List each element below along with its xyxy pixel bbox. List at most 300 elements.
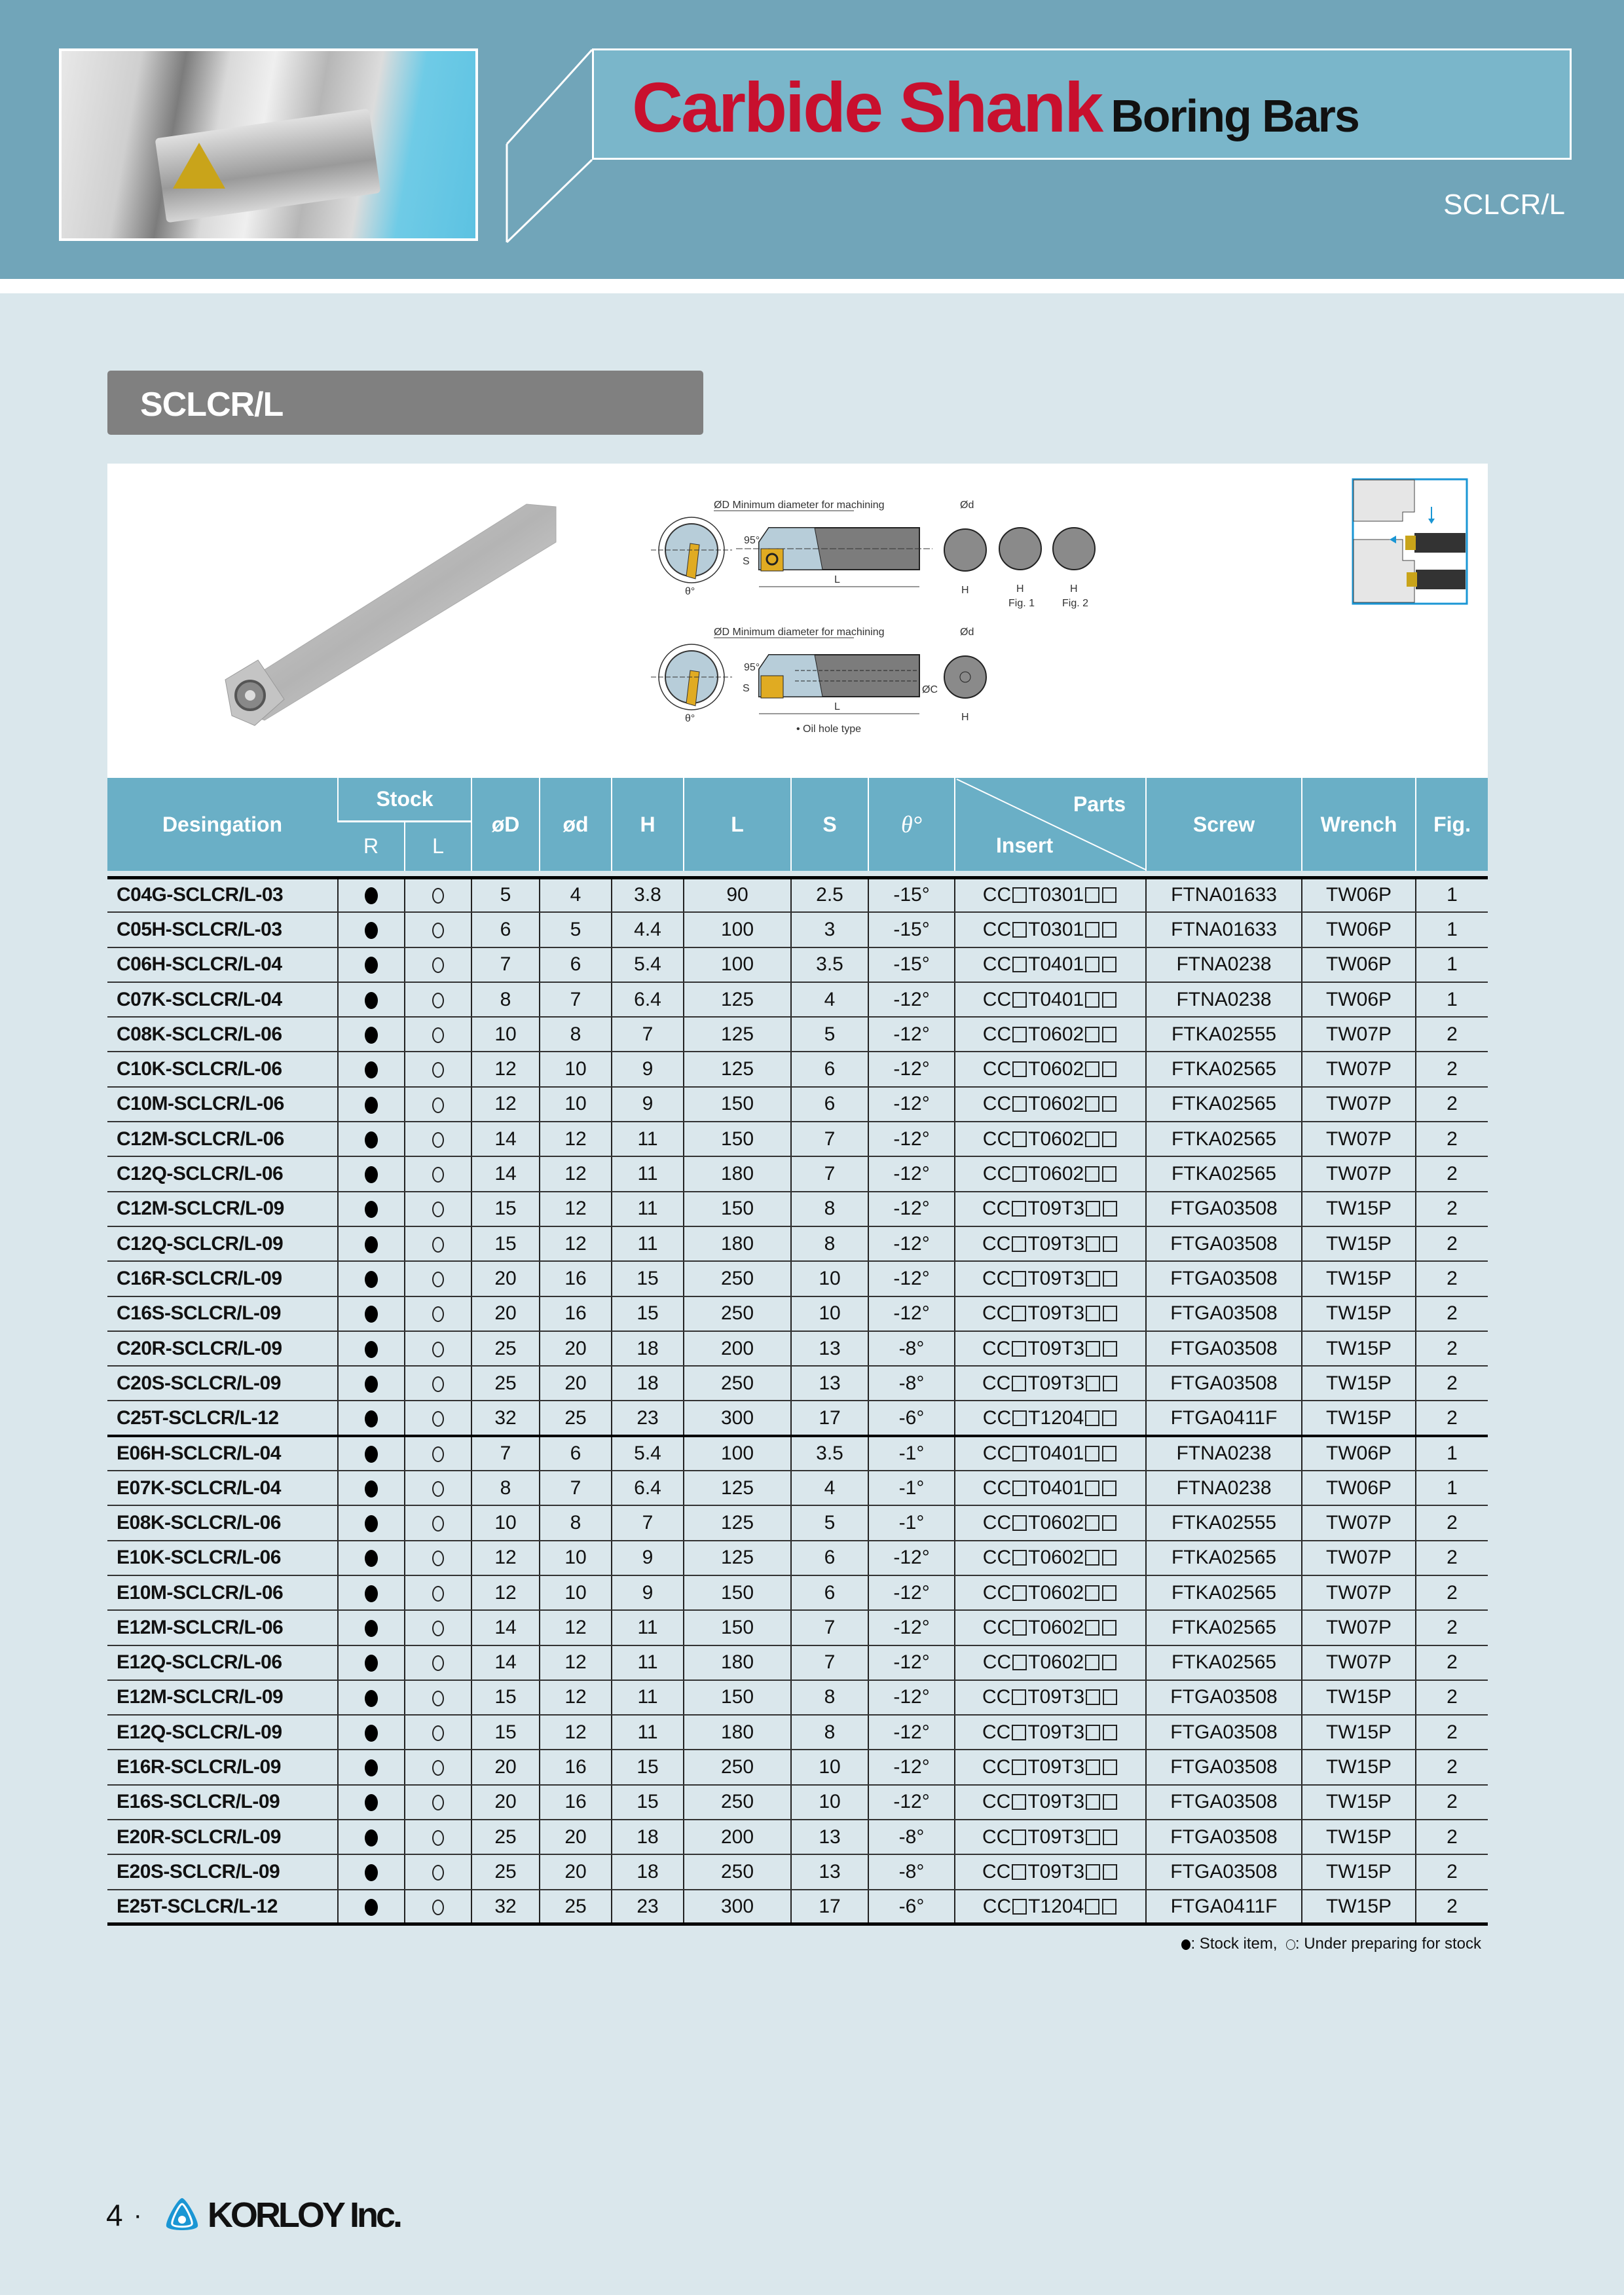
cell-S: 8 <box>791 1715 868 1750</box>
label-l-oil: L <box>834 701 840 712</box>
cell-H: 9 <box>612 1541 684 1575</box>
cell-fig: 2 <box>1416 1505 1488 1540</box>
cell-D: 15 <box>471 1226 540 1261</box>
placeholder-box-icon <box>1012 1236 1026 1252</box>
preparing-icon <box>432 1272 444 1287</box>
cell-wrench: TW15P <box>1302 1820 1416 1854</box>
cell-H: 11 <box>612 1122 684 1156</box>
cell-fig: 1 <box>1416 982 1488 1017</box>
stock-item-icon <box>365 1201 378 1218</box>
cell-d: 7 <box>540 982 612 1017</box>
cell-fig: 2 <box>1416 1122 1488 1156</box>
insert-code: T1204 <box>1028 1406 1084 1429</box>
cell-insert <box>955 1192 1146 1226</box>
cell-screw: FTGA0411F <box>1146 1890 1302 1924</box>
cell-stock-l <box>405 1052 471 1086</box>
cell-D: 20 <box>471 1296 540 1331</box>
cell-D: 14 <box>471 1610 540 1645</box>
insert-prefix: CC <box>982 1406 1012 1429</box>
placeholder-box-icon <box>1086 1864 1100 1880</box>
section-title: SCLCR/L <box>140 386 284 424</box>
placeholder-box-icon <box>1086 1376 1100 1391</box>
placeholder-box-icon <box>1085 1655 1099 1670</box>
insert-prefix: CC <box>982 1163 1012 1185</box>
placeholder-box-icon <box>1085 992 1099 1008</box>
cell-L: 100 <box>684 947 791 982</box>
header-band <box>0 0 1624 279</box>
cell-insert <box>955 1017 1146 1052</box>
page-title <box>632 66 1359 148</box>
placeholder-box-icon <box>1012 1446 1027 1461</box>
preparing-icon <box>432 1655 444 1671</box>
product-image-panel <box>107 464 1488 778</box>
cell-theta: -6° <box>868 1890 955 1924</box>
cell-insert <box>955 1890 1146 1924</box>
placeholder-box-icon <box>1102 1480 1116 1496</box>
cell-wrench: TW15P <box>1302 1296 1416 1331</box>
placeholder-box-icon <box>1102 1131 1116 1147</box>
cell-stock-l <box>405 1122 471 1156</box>
cell-L: 180 <box>684 1715 791 1750</box>
cell-insert <box>955 1471 1146 1505</box>
cell-d: 10 <box>540 1575 612 1610</box>
cell-D: 32 <box>471 1401 540 1435</box>
cell-L: 300 <box>684 1890 791 1924</box>
legend-stock-item: : Stock item, <box>1190 1935 1278 1953</box>
cell-fig: 2 <box>1416 1750 1488 1784</box>
cell-wrench: TW06P <box>1302 912 1416 947</box>
placeholder-box-icon <box>1086 1725 1100 1740</box>
cell-stock-r <box>338 1192 405 1226</box>
cell-S: 6 <box>791 1575 868 1610</box>
cell-stock-r <box>338 1541 405 1575</box>
insert-code: T1204 <box>1028 1895 1084 1917</box>
insert-prefix: CC <box>982 988 1012 1010</box>
cell-stock-r <box>338 912 405 947</box>
cell-H: 6.4 <box>612 1471 684 1505</box>
placeholder-box-icon <box>1012 1655 1027 1670</box>
cell-insert <box>955 877 1146 912</box>
cell-screw: FTKA02565 <box>1146 1541 1302 1575</box>
cell-H: 5.4 <box>612 947 684 982</box>
insert-prefix: CC <box>982 1477 1012 1499</box>
cell-stock-l <box>405 1750 471 1784</box>
label-h-fig2: H <box>1070 583 1078 595</box>
insert-prefix: CC <box>982 1651 1012 1674</box>
insert-code: T09T3 <box>1027 1267 1085 1289</box>
cell-wrench: TW07P <box>1302 1645 1416 1680</box>
cell-designation: E20R-SCLCR/L-09 <box>107 1820 338 1854</box>
preparing-icon <box>432 1795 444 1810</box>
cell-stock-l <box>405 877 471 912</box>
col-L: L <box>684 778 791 871</box>
header-divider <box>0 279 1624 293</box>
cell-H: 11 <box>612 1715 684 1750</box>
cell-d: 8 <box>540 1505 612 1540</box>
cell-stock-l <box>405 1156 471 1191</box>
cell-stock-r <box>338 1296 405 1331</box>
cell-S: 8 <box>791 1226 868 1261</box>
cell-insert <box>955 1401 1146 1435</box>
cell-wrench: TW06P <box>1302 947 1416 982</box>
placeholder-box-icon <box>1086 1689 1100 1705</box>
cell-d: 7 <box>540 1471 612 1505</box>
cell-d: 12 <box>540 1610 612 1645</box>
placeholder-box-icon <box>1012 1027 1027 1042</box>
placeholder-box-icon <box>1086 1271 1100 1287</box>
cell-fig: 2 <box>1416 1052 1488 1086</box>
cell-stock-r <box>338 1610 405 1645</box>
placeholder-box-icon <box>1012 1410 1027 1426</box>
cell-fig: 2 <box>1416 1087 1488 1122</box>
cell-insert <box>955 1226 1146 1261</box>
cell-d: 20 <box>540 1820 612 1854</box>
cell-wrench: TW15P <box>1302 1715 1416 1750</box>
cell-H: 9 <box>612 1575 684 1610</box>
cell-L: 150 <box>684 1575 791 1610</box>
cell-stock-r <box>338 1261 405 1296</box>
cell-screw: FTNA0238 <box>1146 947 1302 982</box>
cell-D: 15 <box>471 1192 540 1226</box>
cell-stock-l <box>405 982 471 1017</box>
stock-item-icon <box>365 1446 378 1463</box>
cell-designation: C04G-SCLCR/L-03 <box>107 877 338 912</box>
cell-theta: -15° <box>868 877 955 912</box>
placeholder-box-icon <box>1012 1515 1027 1531</box>
insert-prefix: CC <box>982 1372 1011 1394</box>
stock-item-icon <box>365 1306 378 1323</box>
cell-S: 6 <box>791 1541 868 1575</box>
cell-stock-r <box>338 1680 405 1715</box>
placeholder-box-icon <box>1103 1759 1117 1775</box>
cell-theta: -12° <box>868 1017 955 1052</box>
cell-d: 10 <box>540 1052 612 1086</box>
preparing-icon <box>432 1760 444 1776</box>
stock-item-icon <box>365 1480 378 1497</box>
cell-designation: E16S-SCLCR/L-09 <box>107 1785 338 1820</box>
cell-theta: -12° <box>868 1610 955 1645</box>
placeholder-box-icon <box>1103 1201 1117 1217</box>
stock-item-icon <box>365 1829 378 1846</box>
stock-item-icon <box>365 1759 378 1776</box>
cell-stock-r <box>338 877 405 912</box>
cell-L: 150 <box>684 1680 791 1715</box>
cell-S: 7 <box>791 1645 868 1680</box>
cell-L: 125 <box>684 1052 791 1086</box>
placeholder-box-icon <box>1102 1515 1116 1531</box>
insert-code: T09T3 <box>1027 1686 1085 1708</box>
stock-item-icon <box>365 887 378 904</box>
cell-S: 13 <box>791 1331 868 1366</box>
insert-prefix: CC <box>982 918 1012 940</box>
insert-code: T0602 <box>1028 1058 1084 1080</box>
cell-fig: 2 <box>1416 1401 1488 1435</box>
cell-theta: -12° <box>868 1261 955 1296</box>
placeholder-box-icon <box>1102 1620 1116 1636</box>
cell-theta: -12° <box>868 1541 955 1575</box>
cell-D: 32 <box>471 1890 540 1924</box>
insert-prefix: CC <box>982 1128 1012 1150</box>
placeholder-box-icon <box>1085 1480 1099 1496</box>
cell-stock-l <box>405 1505 471 1540</box>
placeholder-box-icon <box>1012 1829 1026 1845</box>
cell-stock-r <box>338 1366 405 1401</box>
insert-prefix: CC <box>982 1616 1012 1638</box>
cell-screw: FTGA03508 <box>1146 1680 1302 1715</box>
placeholder-box-icon <box>1085 1515 1099 1531</box>
placeholder-box-icon <box>1085 1131 1099 1147</box>
cell-S: 17 <box>791 1890 868 1924</box>
cell-wrench: TW15P <box>1302 1680 1416 1715</box>
cell-S: 4 <box>791 982 868 1017</box>
preparing-icon <box>432 1376 444 1392</box>
cell-designation: E06H-SCLCR/L-04 <box>107 1436 338 1471</box>
cell-d: 25 <box>540 1890 612 1924</box>
col-insert: Insert <box>996 834 1054 857</box>
placeholder-box-icon <box>1102 1585 1116 1601</box>
cell-insert <box>955 1785 1146 1820</box>
preparing-icon <box>432 1446 444 1462</box>
cell-theta: -12° <box>868 1645 955 1680</box>
cell-D: 25 <box>471 1820 540 1854</box>
cell-theta: -12° <box>868 1715 955 1750</box>
preparing-icon <box>432 1027 444 1043</box>
col-screw: Screw <box>1146 778 1302 871</box>
stock-item-icon <box>365 1341 378 1358</box>
cell-d: 16 <box>540 1296 612 1331</box>
insert-prefix: CC <box>982 1023 1012 1045</box>
cell-D: 20 <box>471 1785 540 1820</box>
placeholder-box-icon <box>1012 1725 1026 1740</box>
cell-screw: FTKA02565 <box>1146 1645 1302 1680</box>
cell-L: 150 <box>684 1610 791 1645</box>
cell-designation: C25T-SCLCR/L-12 <box>107 1401 338 1435</box>
cell-d: 16 <box>540 1785 612 1820</box>
cell-wrench: TW07P <box>1302 1017 1416 1052</box>
stock-item-icon <box>365 1027 378 1044</box>
cell-L: 125 <box>684 1471 791 1505</box>
table-row <box>107 1645 1488 1680</box>
cell-stock-l <box>405 1610 471 1645</box>
preparing-icon <box>432 1621 444 1636</box>
cell-H: 9 <box>612 1052 684 1086</box>
cell-screw: FTKA02565 <box>1146 1610 1302 1645</box>
cell-stock-r <box>338 1017 405 1052</box>
placeholder-box-icon <box>1085 1061 1099 1077</box>
placeholder-box-icon <box>1085 1550 1099 1566</box>
stock-item-icon <box>365 1725 378 1742</box>
insert-code: T0301 <box>1028 884 1084 906</box>
cell-theta: -12° <box>868 1156 955 1191</box>
preparing-icon <box>432 1097 444 1113</box>
cell-screw: FTKA02555 <box>1146 1017 1302 1052</box>
placeholder-box-icon <box>1102 922 1116 938</box>
cell-theta: -12° <box>868 1192 955 1226</box>
cell-designation: C10K-SCLCR/L-06 <box>107 1052 338 1086</box>
stock-item-icon <box>365 1515 378 1532</box>
preparing-icon <box>432 1725 444 1741</box>
cell-H: 15 <box>612 1296 684 1331</box>
cell-insert <box>955 1366 1146 1401</box>
page-separator: · <box>133 2200 142 2230</box>
cell-S: 7 <box>791 1610 868 1645</box>
cell-designation: C12M-SCLCR/L-06 <box>107 1122 338 1156</box>
cell-L: 125 <box>684 1505 791 1540</box>
cell-fig: 2 <box>1416 1715 1488 1750</box>
placeholder-box-icon <box>1012 887 1027 903</box>
drawing-standard-type <box>651 500 1095 609</box>
insert-code: T0401 <box>1028 988 1084 1010</box>
insert-code: T0602 <box>1028 1511 1084 1533</box>
cell-stock-r <box>338 947 405 982</box>
insert-prefix: CC <box>982 1093 1012 1115</box>
placeholder-box-icon <box>1012 1759 1026 1775</box>
cell-stock-l <box>405 912 471 947</box>
cell-H: 6.4 <box>612 982 684 1017</box>
placeholder-box-icon <box>1086 1306 1100 1321</box>
insert-prefix: CC <box>982 1442 1012 1464</box>
cell-L: 250 <box>684 1296 791 1331</box>
cell-S: 10 <box>791 1296 868 1331</box>
cell-screw: FTGA03508 <box>1146 1261 1302 1296</box>
cell-H: 11 <box>612 1192 684 1226</box>
cell-L: 250 <box>684 1366 791 1401</box>
cell-wrench: TW07P <box>1302 1052 1416 1086</box>
cell-fig: 1 <box>1416 947 1488 982</box>
table-row <box>107 1192 1488 1226</box>
table-row <box>107 1890 1488 1924</box>
insert-prefix: CC <box>982 1198 1011 1220</box>
cell-L: 200 <box>684 1820 791 1854</box>
cell-H: 11 <box>612 1645 684 1680</box>
cell-theta: -1° <box>868 1471 955 1505</box>
cell-designation: C12M-SCLCR/L-09 <box>107 1192 338 1226</box>
insert-prefix: CC <box>982 1337 1011 1359</box>
cell-S: 13 <box>791 1854 868 1889</box>
table-row <box>107 947 1488 982</box>
table-row <box>107 1785 1488 1820</box>
insert-prefix: CC <box>982 1058 1012 1080</box>
stock-item-icon <box>365 992 378 1009</box>
col-d: ød <box>540 778 612 871</box>
cell-theta: -12° <box>868 1296 955 1331</box>
table-row <box>107 1366 1488 1401</box>
table-row <box>107 1017 1488 1052</box>
cell-wrench: TW15P <box>1302 1750 1416 1784</box>
cell-fig: 2 <box>1416 1680 1488 1715</box>
placeholder-box-icon <box>1086 1759 1100 1775</box>
placeholder-box-icon <box>1102 1096 1116 1112</box>
cell-d: 10 <box>540 1087 612 1122</box>
placeholder-box-icon <box>1103 1271 1117 1287</box>
cell-screw: FTKA02565 <box>1146 1052 1302 1086</box>
cell-screw: FTNA0238 <box>1146 1471 1302 1505</box>
table-row <box>107 912 1488 947</box>
cell-stock-l <box>405 1471 471 1505</box>
cell-D: 14 <box>471 1122 540 1156</box>
table-row <box>107 1052 1488 1086</box>
technical-drawing <box>644 496 1299 771</box>
cell-wrench: TW15P <box>1302 1890 1416 1924</box>
insert-prefix: CC <box>982 1721 1011 1743</box>
cell-stock-r <box>338 1890 405 1924</box>
table-row <box>107 1541 1488 1575</box>
cell-stock-l <box>405 1820 471 1854</box>
cell-D: 10 <box>471 1505 540 1540</box>
cell-S: 17 <box>791 1401 868 1435</box>
placeholder-box-icon <box>1103 1306 1117 1321</box>
cell-d: 12 <box>540 1156 612 1191</box>
cell-stock-l <box>405 1087 471 1122</box>
cell-H: 23 <box>612 1401 684 1435</box>
insert-prefix: CC <box>982 1511 1012 1533</box>
placeholder-box-icon <box>1085 1446 1099 1461</box>
note-min-diameter-oil: ØD Minimum diameter for machining <box>714 627 885 638</box>
cell-wrench: TW07P <box>1302 1541 1416 1575</box>
placeholder-box-icon <box>1012 992 1027 1008</box>
cell-stock-r <box>338 1750 405 1784</box>
cell-screw: FTGA03508 <box>1146 1750 1302 1784</box>
table-row <box>107 1854 1488 1889</box>
cell-fig: 2 <box>1416 1226 1488 1261</box>
preparing-icon <box>1286 1939 1295 1950</box>
table-row <box>107 1575 1488 1610</box>
preparing-icon <box>432 888 444 904</box>
cell-H: 11 <box>612 1226 684 1261</box>
cell-fig: 2 <box>1416 1575 1488 1610</box>
cell-insert <box>955 1156 1146 1191</box>
cell-designation: C07K-SCLCR/L-04 <box>107 982 338 1017</box>
cell-stock-r <box>338 1575 405 1610</box>
cell-screw: FTKA02565 <box>1146 1087 1302 1122</box>
cell-D: 15 <box>471 1680 540 1715</box>
cell-designation: E07K-SCLCR/L-04 <box>107 1471 338 1505</box>
table-row <box>107 1715 1488 1750</box>
insert-code: T09T3 <box>1027 1232 1085 1255</box>
preparing-icon <box>432 1551 444 1566</box>
placeholder-box-icon <box>1085 1027 1099 1042</box>
cell-L: 180 <box>684 1156 791 1191</box>
stock-item-icon <box>365 1550 378 1567</box>
machining-section-view <box>1352 478 1469 609</box>
cell-insert <box>955 1820 1146 1854</box>
col-wrench: Wrench <box>1302 778 1416 871</box>
placeholder-box-icon <box>1102 1550 1116 1566</box>
insert-prefix: CC <box>982 1232 1011 1255</box>
cell-insert <box>955 1715 1146 1750</box>
cell-L: 125 <box>684 1541 791 1575</box>
cell-designation: E12Q-SCLCR/L-06 <box>107 1645 338 1680</box>
placeholder-box-icon <box>1085 1096 1099 1112</box>
cell-theta: -15° <box>868 912 955 947</box>
cell-d: 12 <box>540 1645 612 1680</box>
label-c: ØC <box>922 684 938 695</box>
cell-fig: 2 <box>1416 1366 1488 1401</box>
insert-code: T0401 <box>1028 1442 1084 1464</box>
cell-insert <box>955 1750 1146 1784</box>
cell-H: 7 <box>612 1017 684 1052</box>
cell-H: 15 <box>612 1261 684 1296</box>
table-row <box>107 1680 1488 1715</box>
korloy-logo-icon <box>163 2196 201 2234</box>
insert-prefix: CC <box>982 1581 1012 1604</box>
cell-stock-l <box>405 947 471 982</box>
cell-insert <box>955 1261 1146 1296</box>
cell-theta: -12° <box>868 1750 955 1784</box>
insert-prefix: CC <box>982 1826 1011 1848</box>
placeholder-box-icon <box>1012 1061 1027 1077</box>
cell-designation: C20S-SCLCR/L-09 <box>107 1366 338 1401</box>
